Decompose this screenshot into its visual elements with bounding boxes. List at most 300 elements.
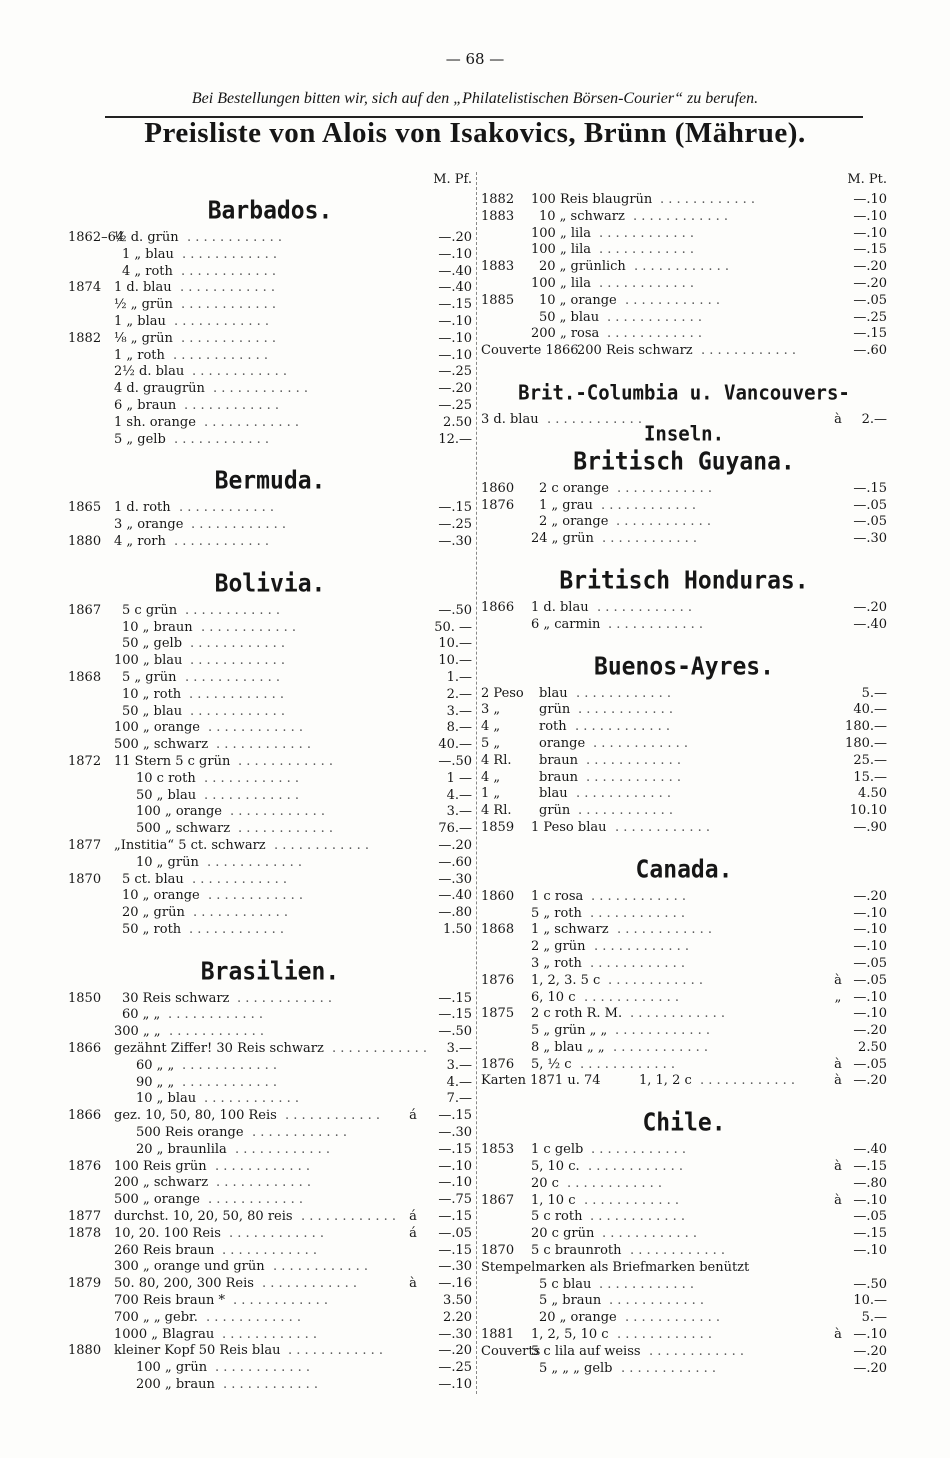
leader-dots: . . . . . . . . . . . .	[285, 1108, 381, 1124]
stamp-description: 5 „ braun	[539, 1293, 602, 1309]
price-value: —.80	[438, 905, 472, 921]
price-row	[68, 517, 472, 534]
price-row	[481, 498, 887, 515]
stamp-description: 24 „ grün	[531, 531, 594, 547]
leader-dots: . . . . . . . . . . . .	[168, 1007, 264, 1023]
column-divider	[476, 172, 477, 1394]
leader-dots: . . . . . . . . . . . .	[615, 1023, 711, 1039]
price-value: —.60	[853, 343, 887, 359]
stamp-description: 1 c gelb	[531, 1142, 584, 1158]
each-marker: à	[834, 972, 842, 988]
stamp-description: ½ d. grün	[114, 230, 179, 245]
price-value: —.75	[438, 1192, 472, 1208]
leader-dots: . . . . . . . . . . . .	[235, 1141, 331, 1157]
price-row	[481, 343, 887, 360]
issue-year: Stempelmarken als Briefmarken benützt	[481, 1259, 750, 1275]
leader-dots: . . . . . . . . . . . .	[630, 1006, 726, 1022]
stamp-description: 6, 10 c	[531, 989, 576, 1005]
price-row	[481, 956, 887, 973]
stamp-description: 100 „ grün	[136, 1360, 208, 1376]
stamp-description: 20 „ orange	[539, 1310, 617, 1326]
price-value: —.20	[438, 230, 472, 245]
leader-dots: . . . . . . . . . . . .	[216, 1175, 312, 1191]
price-row	[68, 788, 472, 805]
stamp-description: 50. 80, 200, 300 Reis	[114, 1276, 254, 1292]
price-value: —.30	[438, 1259, 472, 1275]
leader-dots: . . . . . . . . . . . .	[201, 619, 297, 635]
price-row	[68, 1058, 472, 1075]
price-value: 40.—	[438, 737, 472, 753]
stamp-description: 2½ d. blau	[114, 364, 185, 380]
price-value: —.10	[853, 1243, 887, 1259]
leader-dots: . . . . . . . . . . . .	[192, 364, 288, 380]
leader-dots: . . . . . . . . . . . .	[192, 871, 288, 887]
leader-dots: . . . . . . . . . . . .	[229, 1225, 325, 1241]
left-column	[68, 172, 472, 1394]
leader-dots: . . . . . . . . . . . .	[174, 533, 270, 549]
issue-year: 1850	[68, 990, 102, 1006]
issue-year: 1882	[68, 330, 102, 346]
price-row	[481, 1057, 887, 1074]
price-value: —.20	[438, 381, 472, 397]
leader-dots: . . . . . . . . . . . .	[216, 737, 312, 753]
price-row	[68, 804, 472, 821]
stamp-description: 5 ct. blau	[122, 871, 184, 887]
issue-year: 1876	[68, 1158, 102, 1174]
issue-year: 4 Rl.	[481, 752, 512, 768]
leader-dots: . . . . . . . . . . . .	[599, 275, 695, 291]
leader-dots: . . . . . . . . . . . .	[602, 1226, 698, 1242]
issue-year: Karten 1871 u. 74	[481, 1073, 601, 1089]
price-value: —.10	[438, 246, 472, 262]
price-value: 3.—	[446, 1041, 472, 1057]
each-marker: à	[834, 1056, 842, 1072]
issue-year: Couverts	[481, 1343, 541, 1359]
leader-dots: . . . . . . . . . . . .	[182, 1057, 278, 1073]
price-value: —.10	[853, 1006, 887, 1022]
leader-dots: . . . . . . . . . . . .	[222, 1242, 318, 1258]
issue-year: 1862–64	[68, 230, 125, 245]
leader-dots: . . . . . . . . . . . .	[634, 259, 730, 275]
right-price-list	[481, 192, 887, 1377]
price-row	[481, 686, 887, 703]
stamp-description: 1, 1, 2 c	[639, 1073, 692, 1089]
stamp-description: 100 „ lila	[531, 275, 592, 291]
price-value: —.30	[438, 1125, 472, 1141]
price-value: 7.—	[446, 1091, 472, 1107]
price-value: —.90	[853, 819, 887, 835]
stamp-description: 500 Reis orange	[136, 1125, 244, 1141]
page-title: Preisliste von Alois von Isakovics, Brünn (Mährue).	[144, 117, 806, 149]
price-value: —.10	[438, 1377, 472, 1393]
leader-dots: . . . . . . . . . . . .	[179, 500, 275, 516]
leader-dots: . . . . . . . . . . . .	[233, 1293, 329, 1309]
stamp-description: 200 Reis schwarz	[577, 343, 693, 359]
leader-dots: . . . . . . . . . . . .	[608, 972, 704, 988]
stamp-description: 5 „ roth	[531, 905, 582, 921]
issue-year: 1866	[68, 1108, 102, 1124]
price-value: —.25	[438, 397, 472, 413]
leader-dots: . . . . . . . . . . . .	[590, 1209, 686, 1225]
leader-dots: . . . . . . . . . . . .	[578, 702, 674, 718]
stamp-description: 5 „ gelb	[114, 431, 166, 447]
leader-dots: . . . . . . . . . . . .	[230, 804, 326, 820]
country-heading: Buenos-Ayres.	[593, 652, 774, 681]
price-value: 10.—	[853, 1293, 887, 1309]
leader-dots: . . . . . . . . . . . .	[174, 431, 270, 447]
issue-year: 1868	[68, 669, 102, 685]
price-row	[68, 704, 472, 721]
leader-dots: . . . . . . . . . . . .	[613, 1039, 709, 1055]
leader-dots: . . . . . . . . . . . .	[584, 989, 680, 1005]
leader-dots: . . . . . . . . . . . .	[173, 347, 269, 363]
stamp-description: 1 „ grau	[539, 497, 593, 513]
leader-dots: . . . . . . . . . . . .	[588, 1159, 684, 1175]
price-row	[481, 1310, 887, 1327]
price-value: 3.—	[446, 703, 472, 719]
price-value: —.15	[438, 500, 472, 516]
issue-year: 1867	[68, 602, 102, 618]
price-row	[68, 737, 472, 754]
leader-dots: . . . . . . . . . . . .	[332, 1041, 428, 1057]
stamp-description: 8 „ blau „ „	[531, 1039, 605, 1055]
issue-year: 1882	[481, 192, 515, 207]
price-value: 10.—	[438, 653, 472, 669]
stamp-description: 11 Stern 5 c grün	[114, 753, 231, 769]
leader-dots: . . . . . . . . . . . .	[237, 990, 333, 1006]
issue-year: 1 „	[481, 786, 501, 802]
stamp-description: 10 „ braun	[122, 619, 193, 635]
leader-dots: . . . . . . . . . . . .	[602, 531, 698, 547]
price-row	[481, 719, 887, 736]
price-row	[68, 364, 472, 381]
price-row	[68, 1108, 472, 1125]
stamp-description: 10 c roth	[136, 770, 196, 786]
price-value: —.25	[438, 1360, 472, 1376]
price-value: —.05	[853, 1209, 887, 1225]
issue-year: 1880	[68, 533, 102, 549]
stamp-description: 5 c braunroth	[531, 1243, 622, 1259]
leader-dots: . . . . . . . . . . . .	[625, 292, 721, 308]
price-row	[68, 636, 472, 653]
stamp-description: roth	[539, 719, 567, 735]
price-value: 15.—	[853, 769, 887, 785]
stamp-description: 5 c roth	[531, 1209, 583, 1225]
stamp-description: 60 „ „	[136, 1057, 175, 1073]
leader-dots: . . . . . . . . . . . .	[204, 414, 300, 430]
leader-dots: . . . . . . . . . . . .	[591, 1142, 687, 1158]
price-value: —.16	[438, 1276, 472, 1292]
price-row	[481, 1023, 887, 1040]
price-row	[481, 600, 887, 617]
price-value: —.60	[438, 854, 472, 870]
price-row	[68, 500, 472, 517]
price-value: —.20	[853, 1343, 887, 1359]
stamp-description: 100 Reis grün	[114, 1158, 207, 1174]
price-value: —.20	[853, 1073, 887, 1089]
stamp-description: blau	[539, 685, 568, 701]
each-marker: á	[409, 1225, 417, 1241]
price-row	[481, 617, 887, 634]
price-value: —.10	[853, 208, 887, 224]
price-value: 1 —	[446, 770, 472, 786]
leader-dots: . . . . . . . . . . . .	[207, 854, 303, 870]
price-value: 4.—	[446, 787, 472, 803]
stamp-description: 100 „ orange	[114, 720, 200, 736]
leader-dots: . . . . . . . . . . . .	[274, 837, 370, 853]
price-value: —.10	[853, 225, 887, 241]
stamp-description: 1, 10 c	[531, 1192, 576, 1208]
stamp-description: 60 „ „	[122, 1007, 161, 1023]
price-row	[481, 1293, 887, 1310]
price-value: —.30	[438, 871, 472, 887]
stamp-description: blau	[539, 786, 568, 802]
stamp-description: 10 „ schwarz	[539, 208, 625, 224]
stamp-description: 20 „ grünlich	[539, 259, 626, 275]
issue-year: 1859	[481, 819, 515, 835]
issue-year: 1883	[481, 208, 515, 224]
leader-dots: . . . . . . . . . . . .	[617, 1327, 713, 1343]
price-value: —.20	[853, 888, 887, 904]
leader-dots: . . . . . . . . . . . .	[701, 343, 797, 359]
price-row	[481, 939, 887, 956]
stamp-description: 200 „ rosa	[531, 326, 600, 342]
order-notice: Bei Bestellungen bitten wir, sich auf den „Philatelistischen Börsen-Courier“ zu berufen.	[191, 90, 759, 107]
country-heading: Britisch Honduras.	[559, 566, 809, 595]
price-row	[68, 1209, 472, 1226]
leader-dots: . . . . . . . . . . . .	[621, 1360, 717, 1376]
price-row	[481, 770, 887, 787]
leader-dots: . . . . . . . . . . . .	[586, 769, 682, 785]
leader-dots: . . . . . . . . . . . .	[238, 753, 334, 769]
leader-dots: . . . . . . . . . . . .	[193, 905, 289, 921]
price-value: —.15	[853, 1226, 887, 1242]
issue-year: 5 „	[481, 735, 501, 751]
stamp-description: 100 „ lila	[531, 242, 592, 258]
leader-dots: . . . . . . . . . . . .	[578, 803, 674, 819]
each-marker: á	[409, 1209, 417, 1225]
price-row	[481, 310, 887, 327]
leader-dots: . . . . . . . . . . . .	[586, 752, 682, 768]
right-column	[481, 172, 887, 1377]
price-row	[68, 331, 472, 348]
price-row	[68, 720, 472, 737]
issue-year: 1866	[481, 599, 515, 615]
leader-dots: . . . . . . . . . . . .	[262, 1276, 358, 1292]
stamp-description: 10 „ blau	[136, 1091, 197, 1107]
leader-dots: . . . . . . . . . . . .	[607, 309, 703, 325]
leader-dots: . . . . . . . . . . . .	[215, 1360, 311, 1376]
stamp-description: 700 Reis braun *	[114, 1293, 226, 1309]
stamp-description: 10 „ grün	[136, 854, 199, 870]
price-row	[68, 888, 472, 905]
issue-year: 1876	[481, 497, 515, 513]
leader-dots: . . . . . . . . . . . .	[174, 313, 270, 329]
leader-dots: . . . . . . . . . . . .	[575, 719, 671, 735]
issue-year: 1860	[481, 480, 515, 496]
price-row	[481, 1361, 887, 1378]
leader-dots: . . . . . . . . . . . .	[206, 1309, 302, 1325]
leader-dots: . . . . . . . . . . . .	[189, 686, 285, 702]
leader-dots: . . . . . . . . . . . .	[190, 703, 286, 719]
price-row	[481, 1243, 887, 1260]
stamp-description: 100 „ lila	[531, 225, 592, 241]
stamp-description: 1 d. roth	[114, 500, 171, 516]
stamp-description: 90 „ „	[136, 1074, 175, 1090]
issue-year: 1876	[481, 972, 515, 988]
price-row	[68, 620, 472, 637]
price-row	[481, 326, 887, 343]
price-value: —.15	[853, 480, 887, 496]
price-value: 3.—	[446, 1057, 472, 1073]
stamp-description: 4 „ rorh	[114, 533, 166, 549]
price-value: —.10	[853, 905, 887, 921]
currency-header-left: M. Pf.	[433, 172, 472, 187]
leader-dots: . . . . . . . . . . . .	[590, 955, 686, 971]
leader-dots: . . . . . . . . . . . .	[182, 246, 278, 262]
stamp-description: 20 c grün	[531, 1226, 595, 1242]
price-value: 3.—	[446, 804, 472, 820]
issue-year: 3 d. blau	[481, 411, 539, 427]
stamp-description: 200 „ schwarz	[114, 1175, 209, 1191]
price-row	[68, 1091, 472, 1108]
price-row	[481, 259, 887, 276]
price-row	[68, 821, 472, 838]
leader-dots: . . . . . . . . . . . .	[599, 1276, 695, 1292]
price-row	[68, 264, 472, 281]
each-marker: à	[834, 411, 842, 427]
price-value: —.80	[853, 1175, 887, 1191]
stamp-description: 500 „ schwarz	[136, 821, 231, 837]
leader-dots: . . . . . . . . . . . .	[238, 821, 334, 837]
price-value: —.10	[853, 939, 887, 955]
price-value: —.05	[853, 1056, 887, 1072]
each-marker: „	[834, 989, 842, 1005]
price-row	[68, 230, 472, 247]
leader-dots: . . . . . . . . . . . .	[700, 1073, 796, 1089]
stamp-description: 50 „ blau	[136, 787, 197, 803]
leader-dots: . . . . . . . . . . . .	[191, 517, 287, 533]
price-value: —.10	[438, 1158, 472, 1174]
issue-year: 4 „	[481, 769, 501, 785]
price-value: 2.50	[443, 414, 472, 430]
leader-dots: . . . . . . . . . . . .	[208, 1192, 304, 1208]
stamp-description: 200 „ braun	[136, 1377, 215, 1393]
stamp-description: 10 „ roth	[122, 686, 182, 702]
price-row	[68, 838, 472, 855]
price-row	[481, 906, 887, 923]
price-value: —.05	[853, 514, 887, 530]
price-row	[68, 314, 472, 331]
price-value: —.05	[853, 972, 887, 988]
price-row	[68, 1125, 472, 1142]
price-row	[481, 786, 887, 803]
price-value: —.20	[853, 259, 887, 275]
price-row	[481, 276, 887, 293]
stamp-description: 5 „ grün	[122, 669, 177, 685]
price-value: —.20	[438, 837, 472, 853]
leader-dots: . . . . . . . . . . . .	[615, 819, 711, 835]
issue-year: 1875	[481, 1006, 515, 1022]
price-value: 25.—	[853, 752, 887, 768]
price-value: 180.—	[845, 719, 887, 735]
price-value: —.40	[853, 616, 887, 632]
price-row	[481, 1327, 887, 1344]
leader-dots: . . . . . . . . . . . .	[288, 1343, 384, 1359]
leader-dots: . . . . . . . . . . . .	[181, 330, 277, 346]
price-row	[68, 297, 472, 314]
leader-dots: . . . . . . . . . . . .	[576, 786, 672, 802]
price-value: 76.—	[438, 821, 472, 837]
stamp-description: 6 „ braun	[114, 397, 177, 413]
price-value: —.05	[853, 955, 887, 971]
stamp-description: 30 Reis schwarz	[122, 990, 230, 1006]
price-row	[68, 905, 472, 922]
price-row	[481, 1006, 887, 1023]
leader-dots: . . . . . . . . . . . .	[617, 922, 713, 938]
stamp-description: 5 c blau	[539, 1276, 592, 1292]
stamp-description: 20 „ braunlila	[136, 1141, 227, 1157]
price-row	[68, 1343, 472, 1360]
stamp-description: 2 c roth R. M.	[531, 1006, 623, 1022]
country-heading: Barbados.	[207, 196, 333, 226]
leader-dots: . . . . . . . . . . . .	[190, 636, 286, 652]
stamp-description: 20 c	[531, 1175, 559, 1191]
price-value: —.20	[853, 599, 887, 615]
issue-year: Couverte 1866	[481, 343, 579, 359]
issue-year: 1883	[481, 259, 515, 275]
leader-dots: . . . . . . . . . . . .	[580, 1056, 676, 1072]
price-value: 4.—	[446, 1074, 472, 1090]
leader-dots: . . . . . . . . . . . .	[185, 669, 281, 685]
stamp-description: 2 c orange	[539, 480, 609, 496]
price-value: —.10	[853, 192, 887, 207]
stamp-description: 1000 „ Blagrau	[114, 1326, 215, 1342]
stamp-description: „Institia“ 5 ct. schwarz	[114, 837, 266, 853]
stamp-description: 1 „ roth	[114, 347, 165, 363]
leader-dots: . . . . . . . . . . . .	[185, 602, 281, 618]
price-row	[68, 280, 472, 297]
price-row	[68, 855, 472, 872]
issue-year: 1868	[481, 922, 515, 938]
leader-dots: . . . . . . . . . . . .	[187, 230, 283, 245]
issue-year: 1853	[481, 1142, 515, 1158]
stamp-description: 5, 10 c.	[531, 1159, 580, 1175]
stamp-description: 1 c rosa	[531, 888, 584, 904]
currency-header-right: M. Pt.	[847, 172, 887, 187]
leader-dots: . . . . . . . . . . . .	[609, 1293, 705, 1309]
price-row	[68, 1293, 472, 1310]
page-number: — 68 —	[445, 50, 505, 68]
stamp-description: 5 c grün	[122, 602, 178, 618]
price-value: —.40	[438, 263, 472, 279]
leader-dots: . . . . . . . . . . . .	[547, 411, 643, 427]
price-value: 2.20	[443, 1309, 472, 1325]
price-value: —.10	[853, 922, 887, 938]
price-value: —.50	[438, 1024, 472, 1040]
price-row	[481, 753, 887, 770]
price-row	[481, 889, 887, 906]
price-value: —.20	[853, 1360, 887, 1376]
stamp-description: 300 „ „	[114, 1024, 161, 1040]
leader-dots: . . . . . . . . . . . .	[625, 1310, 721, 1326]
leader-dots: . . . . . . . . . . . .	[215, 1158, 311, 1174]
leader-dots: . . . . . . . . . . . .	[252, 1125, 348, 1141]
leader-dots: . . . . . . . . . . . .	[204, 787, 300, 803]
price-value: —.10	[438, 347, 472, 363]
price-value: —.20	[853, 1023, 887, 1039]
price-value: 50. —	[434, 619, 472, 635]
